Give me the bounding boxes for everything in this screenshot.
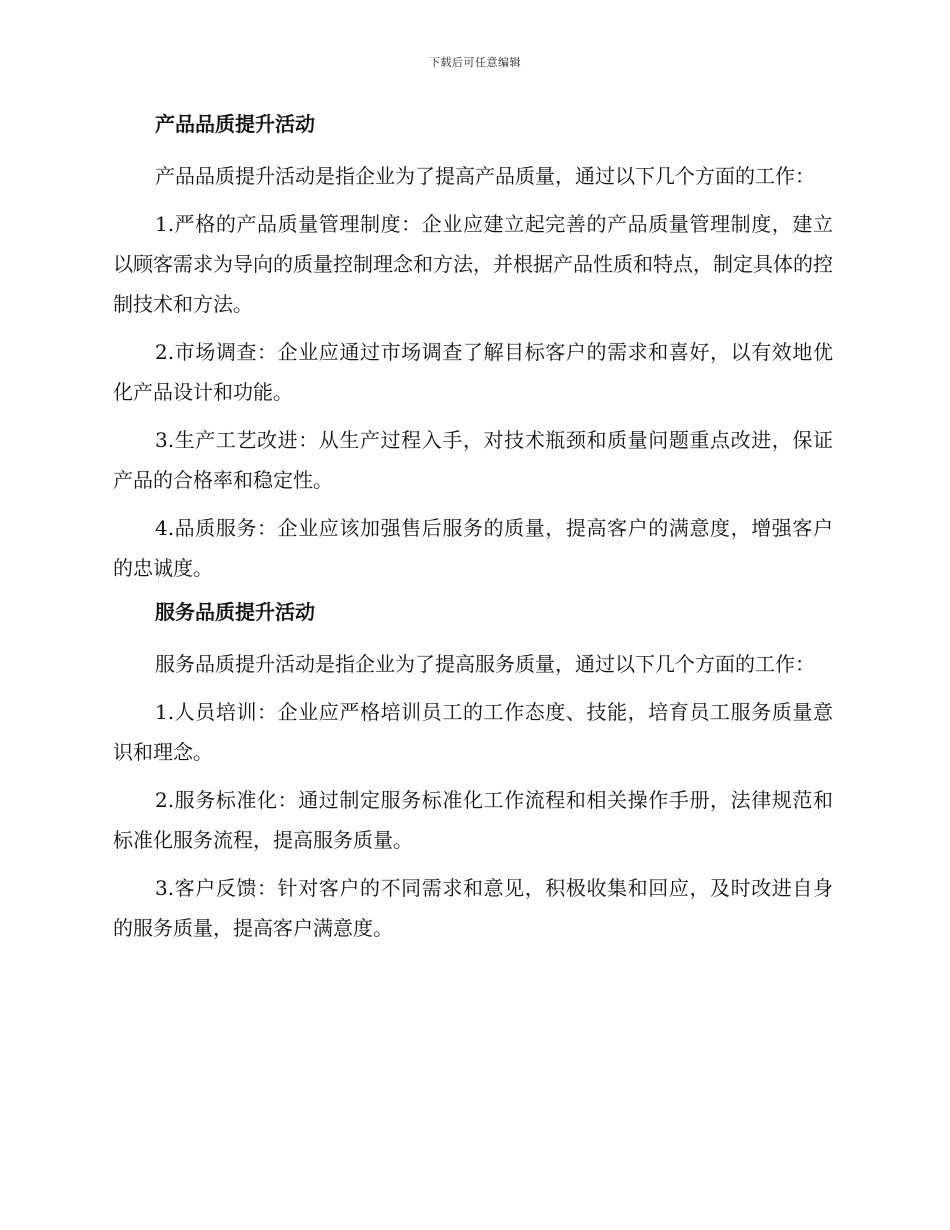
- paragraph: 1.人员培训：企业应严格培训员工的工作态度、技能，培育员工服务质量意识和理念。: [113, 700, 833, 764]
- paragraph: 2.服务标准化：通过制定服务标准化工作流程和相关操作手册，法律规范和标准化服务流程，提高服务质量。: [113, 788, 833, 852]
- paragraph: 1.严格的产品质量管理制度：企业应建立起完善的产品质量管理制度，建立以顾客需求为导向的质量控制理念和方法，并根据产品性质和特点，制定具体的控制技术和方法。: [113, 212, 833, 316]
- paragraph: 服务品质提升活动是指企业为了提高服务质量，通过以下几个方面的工作：: [155, 652, 815, 676]
- paragraph: 3.生产工艺改进：从生产过程入手，对技术瓶颈和质量问题重点改进，保证产品的合格率和稳定性。: [113, 428, 833, 492]
- paragraph: 2.市场调查：企业应通过市场调查了解目标客户的需求和喜好，以有效地优化产品设计和功能。: [113, 340, 833, 404]
- section-service-quality: [113, 596, 833, 948]
- section-product-quality: [113, 108, 833, 588]
- paragraph: 产品品质提升活动是指企业为了提高产品质量，通过以下几个方面的工作：: [155, 164, 815, 188]
- document-body: [113, 108, 833, 956]
- paragraph: 3.客户反馈：针对客户的不同需求和意见，积极收集和回应，及时改进自身的服务质量，提高客户满意度。: [113, 876, 833, 940]
- page-header: 下载后可任意编辑: [429, 56, 521, 69]
- section-heading: 产品品质提升活动: [155, 112, 315, 136]
- paragraph: 4.品质服务：企业应该加强售后服务的质量，提高客户的满意度，增强客户的忠诚度。: [113, 516, 833, 580]
- section-heading: 服务品质提升活动: [155, 600, 315, 624]
